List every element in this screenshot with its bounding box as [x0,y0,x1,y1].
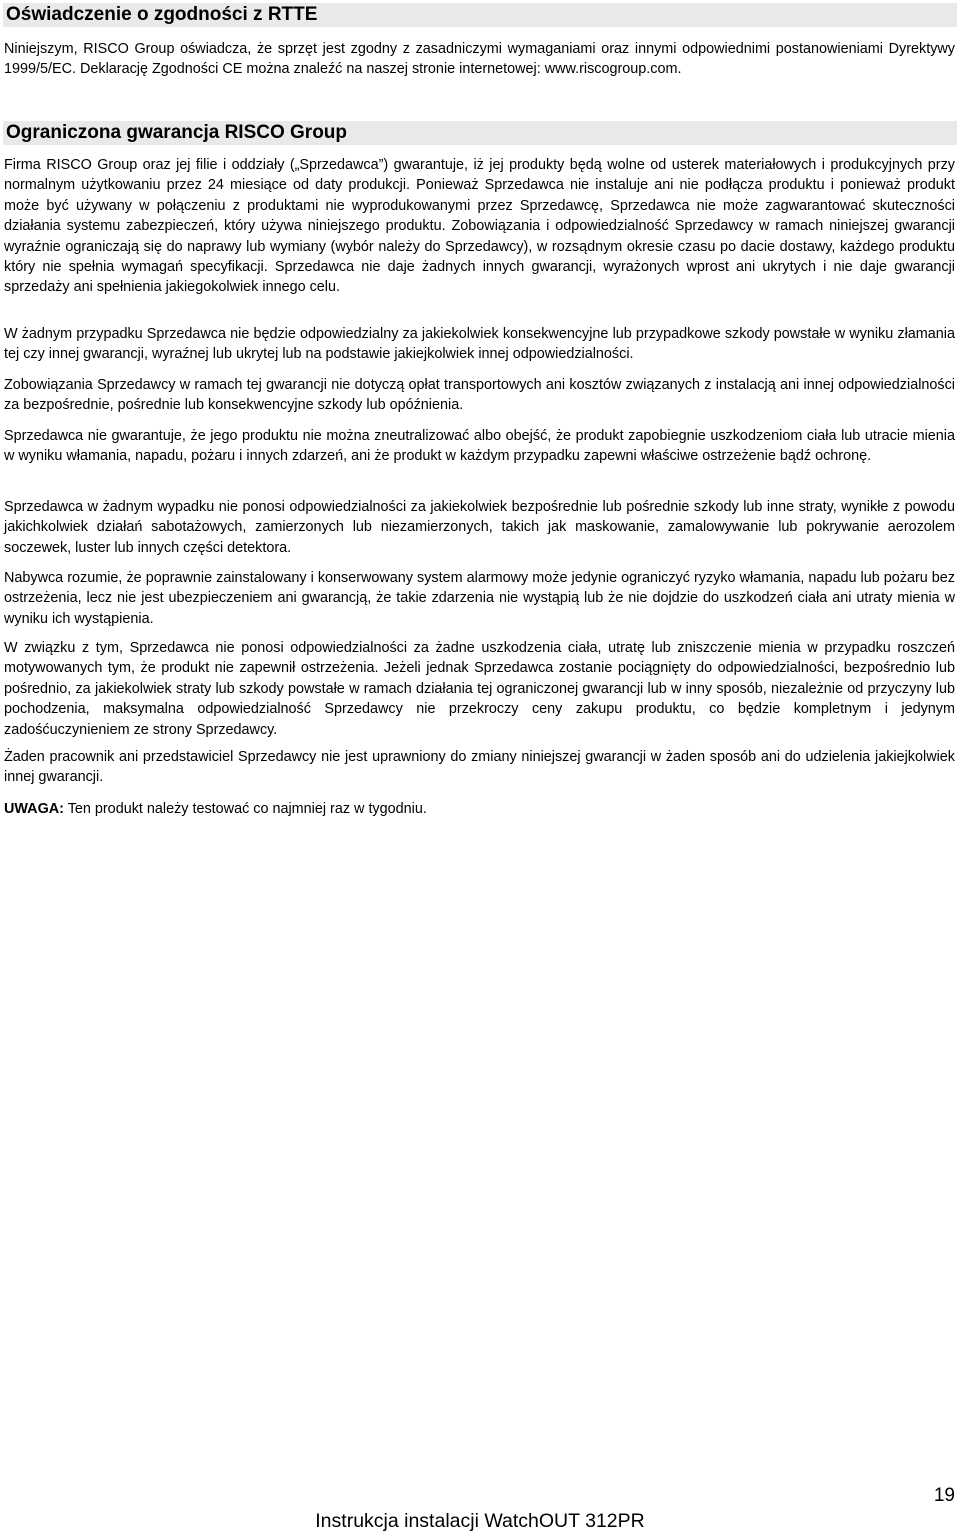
warranty-heading: Ograniczona gwarancja RISCO Group [3,121,957,145]
warranty-paragraph-3: Zobowiązania Sprzedawcy w ramach tej gwarancji nie dotyczą opłat transportowych ani kosztów związanych z instalacją ani innej odpowiedzialności za bezpośrednie, pośrednie lub konsekwencyjne szkody lub opóźnienia. [4,377,955,414]
warranty-paragraph-1: Firma RISCO Group oraz jej filie i oddziały („Sprzedawca”) gwarantuje, iż jej produkty będą wolne od usterek materiałowych i produkcyjnych przy normalnym użytkowaniu przez 24 miesiące od daty produkcji. Ponieważ Sprzedawca nie instaluje ani nie podłącza produktu i ponieważ produkt może być używany w połączeniu z produktami nie wyprodukowanymi przez Sprzedawcę, Sprzedawca nie może zagwarantować skuteczności działania systemu zabezpieczeń, który używa niniejszego produktu. Zobowiązania i odpowiedzialność Sprzedawcy w ramach niniejszej gwarancji wyraźnie ograniczają się do naprawy lub wymiany (wybór należy do Sprzedawcy), w rozsądnym okresie czasu po dacie dostawy, każdego produktu który nie spełnia wymagań specyfikacji. Sprzedawca nie daje żadnych innych gwarancji, wyrażonych wprost ani ukrytych i nie daje gwarancji sprzedaży ani spełnienia jakiegokolwiek innego celu. [4,157,955,296]
warranty-paragraph-5: Sprzedawca w żadnym wypadku nie ponosi odpowiedzialności za jakiekolwiek bezpośrednie lub pośrednie szkody lub inne straty, wynikłe z powodu jakichkolwiek działań sabotażowych, zamierzonych lub niezamierzonych, takich jak maskowanie, zamalowywanie lub pokrywanie aerozolem soczewek, luster lub innych części detektora. [4,499,955,556]
warranty-note [4,799,955,819]
rtte-heading: Oświadczenie o zgodności z RTTE [3,3,957,27]
page-number: 19 [933,1485,955,1506]
note-text: Ten produkt należy testować co najmniej raz w tygodniu. [63,801,427,817]
warranty-paragraph-6: Nabywca rozumie, że poprawnie zainstalowany i konserwowany system alarmowy może jedynie ograniczyć ryzyko włamania, napadu lub pożaru bez ostrzeżenia, lecz nie jest ubezpieczeniem ani gwarancją, że takie zdarzenia nie wystąpią lub że nie dojdzie do uszkodzeń ciała ani utraty mienia w wyniku ich wystąpienia. [4,570,955,627]
page-footer: Instrukcja instalacji WatchOUT 312PR [315,1510,645,1532]
warranty-paragraph-7: W związku z tym, Sprzedawca nie ponosi odpowiedzialności za żadne uszkodzenia ciała, utratę lub zniszczenie mienia w przypadku roszczeń motywowanych tym, że produkt nie zapewnił ostrzeżenia. Jeżeli jednak Sprzedawca zostanie pociągnięty do odpowiedzialności, bezpośrednio lub pośrednio, za jakiekolwiek straty lub szkody powstałe w ramach działania tej ograniczonej gwarancji lub w inny sposób, niezależnie od przyczyny lub pochodzenia, maksymalna odpowiedzialność Sprzedawcy nie przekroczy ceny zakupu produktu, co będzie kompletnym i jedynym zadośćuczynieniem ze strony Sprzedawcy. [4,640,955,738]
warranty-paragraph-4: Sprzedawca nie gwarantuje, że jego produktu nie można zneutralizować albo obejść, że produkt zapobiegnie uszkodzeniom ciała lub utracie mienia w wyniku włamania, napadu, pożaru i innych zdarzeń, ani że produkt w każdym przypadku zapewni właściwe ostrzeżenie bądź ochronę. [4,428,955,465]
warranty-paragraph-8: Żaden pracownik ani przedstawiciel Sprzedawcy nie jest uprawniony do zmiany niniejszej gwarancji w żaden sposób ani do udzielenia jakiejkolwiek innej gwarancji. [4,749,955,786]
warranty-paragraph-2: W żadnym przypadku Sprzedawca nie będzie odpowiedzialny za jakiekolwiek konsekwencyjne lub przypadkowe szkody powstałe w wyniku złamania tej czy innej gwarancji, wyraźnej lub ukrytej lub na podstawie jakiejkolwiek innej odpowiedzialności. [4,326,955,363]
rtte-paragraph: Niniejszym, RISCO Group oświadcza, że sprzęt jest zgodny z zasadniczymi wymaganiami oraz innymi odpowiednimi postanowieniami Dyrektywy 1999/5/EC. Deklarację Zgodności CE można znaleźć na naszej stronie internetowej: www.riscogroup.com. [4,41,955,78]
note-label: UWAGA: [4,801,64,817]
